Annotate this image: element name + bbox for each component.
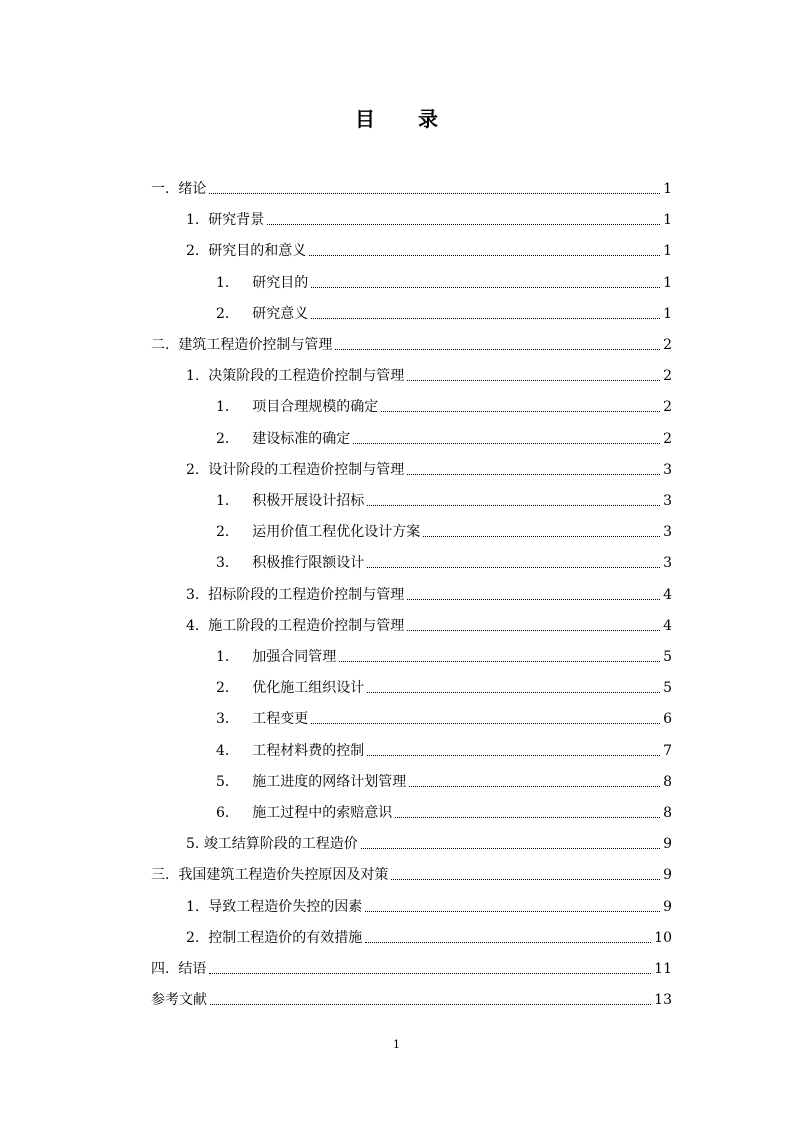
toc-entry-page: 1 — [663, 181, 672, 197]
toc-entry-page: 13 — [654, 992, 672, 1009]
toc-entry-page: 8 — [663, 805, 672, 821]
toc-entry[interactable] — [186, 578, 672, 604]
dot-leader — [209, 193, 660, 194]
page-number: 1 — [393, 1038, 400, 1051]
toc-entry-number: 四. — [151, 961, 179, 977]
toc-entry-page: 5 — [663, 680, 672, 697]
toc-entry-page: 2 — [663, 399, 672, 416]
toc-entry-number: 5. — [186, 836, 204, 853]
dot-leader — [367, 505, 660, 506]
toc-entry-number: 1． — [216, 493, 253, 509]
dot-leader — [395, 817, 660, 818]
dot-leader — [209, 973, 651, 974]
toc-entry-title: 研究目的和意义 — [208, 243, 307, 260]
toc-entry[interactable] — [216, 765, 672, 791]
toc-entry[interactable] — [186, 609, 672, 635]
toc-entry-page: 9 — [663, 836, 672, 853]
toc-entry-title: 研究意义 — [252, 305, 309, 322]
toc-entry[interactable] — [151, 952, 672, 978]
toc-entry-number: 2. — [186, 929, 209, 946]
toc-entry-page: 5 — [663, 649, 672, 665]
dot-leader — [361, 848, 660, 849]
toc-entry-page: 1 — [663, 212, 672, 229]
toc-entry-title: 研究目的 — [252, 274, 309, 291]
toc-entry-title: 积极开展设计招标 — [252, 493, 365, 509]
toc-entry-title: 建筑工程造价控制与管理 — [178, 337, 333, 353]
toc-entry[interactable] — [186, 453, 672, 479]
toc-entry-number: 二. — [151, 337, 179, 353]
toc-entry-number: 1. — [186, 898, 209, 915]
toc-entry[interactable] — [186, 827, 672, 853]
toc-entry[interactable] — [216, 422, 672, 448]
toc-entry-number: 2. — [186, 461, 209, 478]
dot-leader — [407, 630, 660, 631]
dot-leader — [311, 723, 660, 724]
dot-leader — [309, 255, 660, 256]
dot-leader — [267, 224, 660, 225]
toc-entry-page: 1 — [663, 305, 672, 322]
toc-entry-page: 2 — [663, 430, 672, 447]
toc-entry[interactable] — [216, 297, 672, 323]
dot-leader — [210, 1004, 651, 1005]
toc-entry-number: 4. — [186, 617, 209, 634]
toc-entry-title: 决策阶段的工程造价控制与管理 — [208, 368, 405, 385]
toc-entry-page: 9 — [663, 867, 672, 884]
toc-entry-title: 工程材料费的控制 — [252, 742, 365, 759]
toc-entry-title: 结语 — [178, 961, 207, 977]
dot-leader — [423, 536, 660, 537]
dot-leader — [339, 661, 660, 662]
toc-entry-title: 竣工结算阶段的工程造价 — [203, 836, 358, 853]
toc-entry-title: 工程变更 — [252, 711, 309, 728]
toc-entry[interactable] — [216, 796, 672, 822]
toc-entry-page: 4 — [663, 586, 672, 603]
toc-entry[interactable] — [216, 546, 672, 572]
toc-entry-number: 2． — [216, 680, 253, 697]
toc-entry[interactable] — [186, 890, 672, 916]
toc-entry-page: 8 — [663, 773, 672, 790]
toc-entry-number: 2． — [216, 524, 253, 541]
toc-entry-page: 2 — [663, 368, 672, 385]
toc-entry[interactable] — [186, 921, 672, 947]
toc-entry-number: 3． — [216, 555, 253, 572]
toc-entry-number: 5． — [216, 773, 253, 790]
toc-entry-title: 建设标准的确定 — [252, 430, 351, 447]
toc-entry-number: 1. — [186, 212, 209, 229]
toc-entry-number: 2. — [186, 243, 209, 260]
dot-leader — [407, 599, 660, 600]
toc-entry-title: 施工过程中的索赔意识 — [252, 805, 393, 821]
toc-entry-title: 参考文献 — [151, 992, 207, 1009]
toc-entry-page: 10 — [654, 929, 672, 946]
toc-entry-title: 积极推行限额设计 — [252, 555, 365, 572]
toc-entry[interactable] — [151, 983, 672, 1009]
toc-entry-number: 三. — [151, 867, 179, 884]
toc-entry-number: 1． — [216, 399, 253, 416]
toc-entry-page: 3 — [663, 524, 672, 541]
toc-entry-title: 我国建筑工程造价失控原因及对策 — [178, 867, 389, 884]
toc-entry-title: 施工阶段的工程造价控制与管理 — [208, 617, 405, 634]
toc-entry-page: 7 — [663, 742, 672, 759]
page-title: 目 录 — [355, 107, 456, 131]
dot-leader — [381, 411, 660, 412]
toc-entry-page: 1 — [663, 243, 672, 260]
toc-entry[interactable] — [216, 390, 672, 416]
toc-entry-title: 控制工程造价的有效措施 — [208, 929, 363, 946]
toc-entry-title: 导致工程造价失控的因素 — [208, 898, 363, 915]
toc-entry[interactable] — [216, 266, 672, 292]
toc-entry-number: 3. — [186, 586, 209, 603]
toc-entry-title: 绪论 — [178, 181, 207, 197]
toc-entry[interactable] — [216, 640, 672, 666]
toc-entry-page: 3 — [663, 461, 672, 478]
dot-leader — [407, 380, 660, 381]
toc-entry-number: 2． — [216, 430, 253, 447]
toc-entry[interactable] — [216, 671, 672, 697]
dot-leader — [365, 942, 651, 943]
toc-entry-title: 施工进度的网络计划管理 — [252, 773, 407, 790]
toc-entry-title: 加强合同管理 — [252, 649, 337, 665]
dot-leader — [353, 443, 660, 444]
dot-leader — [367, 755, 660, 756]
toc-entry-page: 1 — [663, 274, 672, 291]
toc-entry-number: 1． — [216, 274, 253, 291]
toc-entry-page: 2 — [663, 337, 672, 353]
dot-leader — [367, 692, 660, 693]
toc-entry-page: 3 — [663, 493, 672, 509]
toc-entry-number: 1. — [186, 368, 209, 385]
toc-entry[interactable] — [216, 515, 672, 541]
toc-entry-title: 设计阶段的工程造价控制与管理 — [208, 461, 405, 478]
toc-entry-title: 优化施工组织设计 — [252, 680, 365, 697]
toc-entry-page: 6 — [663, 711, 672, 728]
dot-leader — [391, 879, 660, 880]
toc-entry-number: 3． — [216, 711, 253, 728]
toc-entry-page: 3 — [663, 555, 672, 572]
toc-entry-number: 4． — [216, 742, 253, 759]
toc-entry-number: 6． — [216, 805, 253, 821]
toc-entry[interactable] — [216, 734, 672, 760]
toc-entry-page: 11 — [654, 961, 672, 977]
toc-entry-number: 1． — [216, 649, 253, 665]
toc-entry-number: 一. — [151, 181, 179, 197]
toc-entry[interactable] — [186, 203, 672, 229]
dot-leader — [367, 567, 660, 568]
toc-entry[interactable] — [151, 858, 672, 884]
dot-leader — [311, 318, 660, 319]
dot-leader — [407, 474, 660, 475]
toc-entry[interactable] — [186, 359, 672, 385]
toc-entry-page: 9 — [663, 898, 672, 915]
toc-entry-title: 研究背景 — [208, 212, 265, 229]
toc-entry[interactable] — [151, 172, 672, 198]
dot-leader — [311, 287, 660, 288]
toc-entry-title: 项目合理规模的确定 — [252, 399, 379, 416]
toc-entry[interactable] — [151, 328, 672, 354]
toc-entry-page: 4 — [663, 617, 672, 634]
dot-leader — [335, 349, 660, 350]
dot-leader — [365, 911, 660, 912]
toc-entry[interactable] — [216, 484, 672, 510]
toc-entry-number: 2． — [216, 305, 253, 322]
toc-entry[interactable] — [216, 702, 672, 728]
toc-entry-title: 招标阶段的工程造价控制与管理 — [208, 586, 405, 603]
toc-entry-title: 运用价值工程优化设计方案 — [252, 524, 421, 541]
toc-entry[interactable] — [186, 234, 672, 260]
dot-leader — [409, 786, 660, 787]
